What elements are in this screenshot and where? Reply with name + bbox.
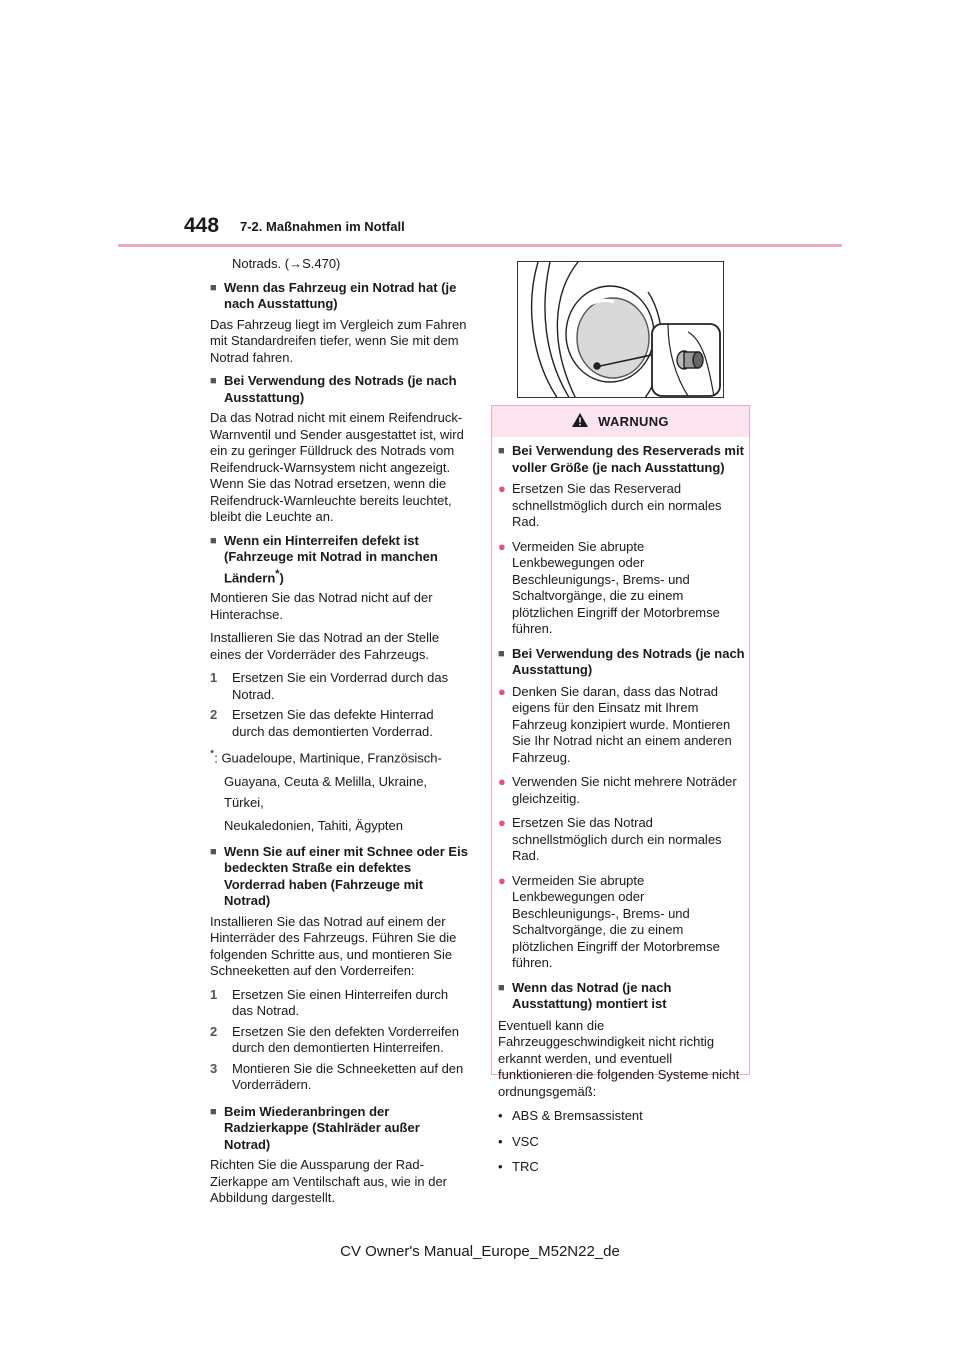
intro-text: Notrads. (→S.470) xyxy=(232,256,341,271)
system-item: • TRC xyxy=(498,1159,539,1174)
section-heading: ■ Wenn Sie auf einer mit Schnee oder Eis bedeckten Straße ein defektes Vorderrad haben (Fahrzeuge mit Notrad) xyxy=(210,843,468,909)
wheel-cap-drawing xyxy=(518,262,724,398)
page-number: 448 xyxy=(184,214,220,237)
body-text: Das Fahrzeug liegt im Vergleich zum Fahren mit Standardreifen tiefer, wenn Sie mit dem Notrad fahren. xyxy=(210,316,467,365)
step-item: 2 Ersetzen Sie den defekten Vorderreifen durch den demontierten Hinterreifen. xyxy=(210,1023,459,1056)
square-bullet-icon: ■ xyxy=(210,281,217,294)
section-heading: ■ Beim Wiederanbringen der Radzierkappe (Stahlräder außer Notrad) xyxy=(210,1103,420,1152)
square-bullet-icon: ■ xyxy=(210,1105,217,1118)
warning-bullet: ● Ersetzen Sie das Notrad schnellstmöglich durch ein normales Rad. xyxy=(498,815,722,863)
warning-box xyxy=(491,405,750,1174)
warning-bullet: ● Denken Sie daran, dass das Notrad eigens für den Einsatz mit Ihrem Fahrzeug konzipiert wurde. Montieren Sie Ihr Notrad nicht an einem anderen Fahrzeug. xyxy=(498,683,732,765)
warning-title: WARNUNG xyxy=(598,414,669,429)
section-title: 7-2. Maßnahmen im Notfall xyxy=(240,219,405,234)
body-text: Richten Sie die Aussparung der Rad-Zierkappe am Ventilschaft aus, wie in der Abbildung dargestellt. xyxy=(210,1157,448,1206)
section-heading: ■ Wenn das Fahrzeug ein Notrad hat (je nach Ausstattung) xyxy=(210,279,457,311)
body-text: Installieren Sie das Notrad an der Stelle eines der Vorderräder des Fahrzeugs. xyxy=(210,630,440,662)
square-bullet-icon: ■ xyxy=(210,534,217,547)
header-rule xyxy=(118,244,842,247)
step-item: 2 Ersetzen Sie das defekte Hinterrad durch das demontierten Vorderrad. xyxy=(210,707,434,739)
left-column xyxy=(210,256,468,1214)
circle-bullet-icon: ● xyxy=(498,481,506,496)
circle-bullet-icon: ● xyxy=(498,774,506,789)
body-text: Da das Notrad nicht mit einem Reifendruck-Warnventil und Sender ausgestattet ist, wird ein zu geringer Fülldruck des Notrads vom Reifendruck-Warnsystem nicht angezeigt. Wenn Sie das Notrad ersetzen, wenn die Reifendruck-Warnleuchte bereits leuchtet, bleibt die Leuchte an. xyxy=(210,410,464,524)
footnote-line: Guayana, Ceuta & Melilla, Ukraine, Türkei, xyxy=(224,773,428,810)
section-heading: ■ Bei Verwendung des Notrads (je nach Ausstattung) xyxy=(210,373,457,405)
warning-header xyxy=(492,406,749,437)
footnote: *: Guadeloupe, Martinique, Französisch- xyxy=(210,748,442,766)
system-item: • VSC xyxy=(498,1133,539,1149)
footnote-marker: * xyxy=(275,567,280,580)
square-bullet-icon: ■ xyxy=(210,845,217,858)
page-footer: CV Owner's Manual_Europe_M52N22_de xyxy=(340,1243,620,1260)
warning-heading: ■ Wenn das Notrad (je nach Ausstattung) montiert ist xyxy=(498,979,672,1011)
circle-bullet-icon: ● xyxy=(498,815,506,830)
warning-bullet: ● Vermeiden Sie abrupte Lenkbewegungen oder Beschleunigungs-, Brems- und Schaltvorgänge, die zu einem plötzlichen Eingriff der Motorbremse führen. xyxy=(498,872,720,970)
square-bullet-icon: ■ xyxy=(498,445,505,457)
warning-bullet: ● Vermeiden Sie abrupte Lenkbewegungen oder Beschleunigungs-, Brems- und Schaltvorgänge, die zu einem plötzlichen Eingriff der Motorbremse führen. xyxy=(498,538,720,636)
square-bullet-icon: ■ xyxy=(210,375,217,387)
warning-text: Eventuell kann die Fahrzeuggeschwindigkeit nicht richtig erkannt werden, und eventuell funktionieren die folgenden Systeme nicht ordnungsgemäß: xyxy=(498,1017,740,1099)
circle-bullet-icon: ● xyxy=(498,683,506,699)
section-heading: ■ Wenn ein Hinterreifen defekt ist (Fahrzeuge mit Notrad in manchen Ländern*) xyxy=(210,532,438,585)
warning-triangle-icon xyxy=(572,413,588,430)
step-item: 1 Ersetzen Sie ein Vorderrad durch das Notrad. xyxy=(210,670,449,702)
circle-bullet-icon: ● xyxy=(498,538,506,554)
circle-bullet-icon: ● xyxy=(498,872,506,888)
body-text: Installieren Sie das Notrad auf einem der Hinterräder des Fahrzeugs. Führen Sie die folgenden Schritte aus, und montieren Sie Schneeketten auf den Vorderreifen: xyxy=(210,913,457,979)
warning-bullet: ● Verwenden Sie nicht mehrere Noträder gleichzeitig. xyxy=(498,774,737,806)
warning-body xyxy=(492,437,749,1176)
warning-heading: ■ Bei Verwendung des Notrads (je nach Ausstattung) xyxy=(498,645,745,677)
body-text: Montieren Sie das Notrad nicht auf der Hinterachse. xyxy=(210,590,433,622)
warning-heading: ■ Bei Verwendung des Reserverads mit voller Größe (je nach Ausstattung) xyxy=(498,443,744,475)
square-bullet-icon: ■ xyxy=(498,647,505,660)
warning-bullet: ● Ersetzen Sie das Reserverad schnellstmöglich durch ein normales Rad. xyxy=(498,481,722,529)
step-item: 1 Ersetzen Sie einen Hinterreifen durch das Notrad. xyxy=(210,986,449,1019)
step-item: 3 Montieren Sie die Schneeketten auf den Vorderrädern. xyxy=(210,1060,464,1093)
footnote-line: Neukaledonien, Tahiti, Ägypten xyxy=(224,817,403,833)
system-item: • ABS & Bremsassistent xyxy=(498,1108,643,1123)
square-bullet-icon: ■ xyxy=(498,981,505,994)
wheel-cap-illustration xyxy=(517,261,724,398)
